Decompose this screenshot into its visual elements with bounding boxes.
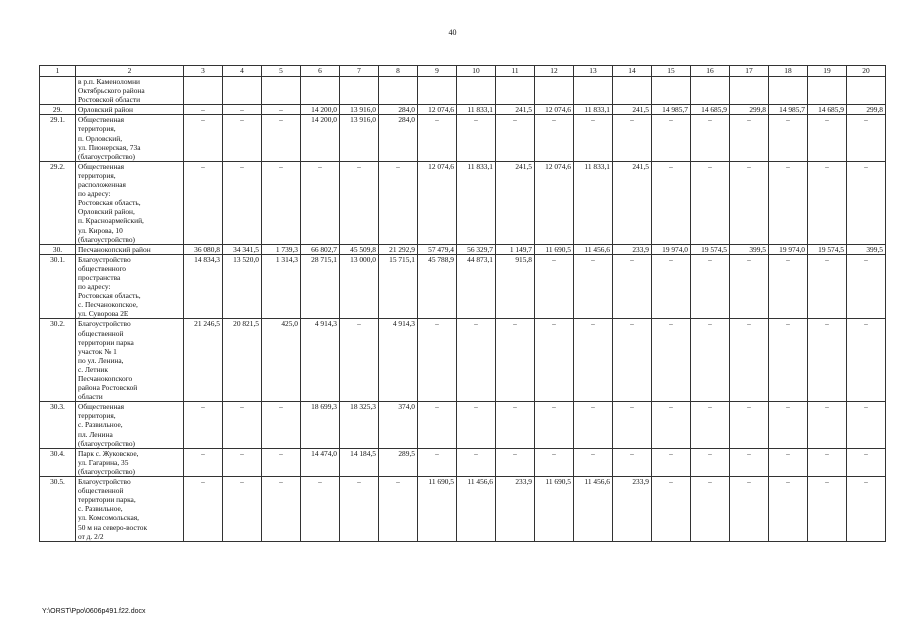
column-number-header: 2 [76, 66, 184, 77]
table-row [40, 161, 886, 244]
amount-cell: – [652, 115, 691, 161]
table-row [40, 254, 886, 319]
amount-cell: – [652, 319, 691, 402]
row-object-name: Общественная территория, расположенная по адресу: Ростовская область, Орловский район, п. Красноармейский, ул. Кирова, 10 (благоустройство) [76, 161, 184, 244]
amount-cell: – [184, 161, 223, 244]
column-number-header: 15 [652, 66, 691, 77]
amount-cell: – [847, 477, 886, 542]
amount-cell: – [184, 105, 223, 115]
row-object-name: Песчанокопский район [76, 244, 184, 254]
budget-table [39, 65, 886, 542]
amount-cell: – [652, 254, 691, 319]
amount-cell: – [691, 161, 730, 244]
amount-cell: – [535, 319, 574, 402]
table-row [40, 115, 886, 161]
amount-cell: – [223, 161, 262, 244]
column-number-header: 20 [847, 66, 886, 77]
amount-cell: – [574, 254, 613, 319]
amount-cell: 14 184,5 [340, 448, 379, 476]
row-object-name: Общественная территория, п. Орловский, ул. Пионерская, 73а (благоустройство) [76, 115, 184, 161]
amount-cell: – [652, 161, 691, 244]
amount-cell: – [652, 477, 691, 542]
amount-cell: – [379, 477, 418, 542]
amount-cell [223, 77, 262, 105]
amount-cell: – [457, 115, 496, 161]
amount-cell: – [808, 319, 847, 402]
amount-cell: – [457, 402, 496, 448]
amount-cell: – [379, 161, 418, 244]
row-object-name: Парк с. Жуковское, ул. Гагарина, 35 (благоустройство) [76, 448, 184, 476]
row-index: 30.2. [40, 319, 76, 402]
amount-cell: 34 341,5 [223, 244, 262, 254]
amount-cell: – [223, 105, 262, 115]
amount-cell: – [847, 319, 886, 402]
amount-cell: – [652, 402, 691, 448]
table-row [40, 402, 886, 448]
column-number-header: 5 [262, 66, 301, 77]
column-number-header: 17 [730, 66, 769, 77]
amount-cell: 20 821,5 [223, 319, 262, 402]
column-number-header: 14 [613, 66, 652, 77]
amount-cell: 4 914,3 [301, 319, 340, 402]
amount-cell: 14 834,3 [184, 254, 223, 319]
amount-cell: 56 329,7 [457, 244, 496, 254]
amount-cell: 45 509,8 [340, 244, 379, 254]
column-number-header: 7 [340, 66, 379, 77]
column-number-header: 10 [457, 66, 496, 77]
amount-cell: – [262, 402, 301, 448]
row-index: 30.3. [40, 402, 76, 448]
row-index: 30.1. [40, 254, 76, 319]
amount-cell: – [808, 402, 847, 448]
table-row [40, 77, 886, 105]
amount-cell: 241,5 [496, 105, 535, 115]
column-number-header: 6 [301, 66, 340, 77]
column-number-header: 12 [535, 66, 574, 77]
amount-cell: 233,9 [496, 477, 535, 542]
amount-cell: – [769, 319, 808, 402]
amount-cell: – [730, 254, 769, 319]
amount-cell: – [730, 402, 769, 448]
amount-cell: – [340, 477, 379, 542]
table-row [40, 244, 886, 254]
amount-cell: – [613, 254, 652, 319]
amount-cell: 18 699,3 [301, 402, 340, 448]
column-number-header: 8 [379, 66, 418, 77]
row-index: 30.5. [40, 477, 76, 542]
column-number-header: 18 [769, 66, 808, 77]
amount-cell: 11 690,5 [535, 244, 574, 254]
amount-cell: 19 974,0 [652, 244, 691, 254]
amount-cell: – [457, 319, 496, 402]
table-row [40, 477, 886, 542]
amount-cell: – [691, 448, 730, 476]
amount-cell: 1 314,3 [262, 254, 301, 319]
amount-cell: 21 292,9 [379, 244, 418, 254]
amount-cell: – [535, 448, 574, 476]
table-header-row [40, 66, 886, 77]
amount-cell: 11 833,1 [574, 105, 613, 115]
page-number: 40 [448, 28, 457, 37]
amount-cell: 299,8 [730, 105, 769, 115]
amount-cell: – [730, 161, 769, 244]
amount-cell: 241,5 [613, 105, 652, 115]
amount-cell: – [613, 319, 652, 402]
amount-cell: – [418, 402, 457, 448]
row-object-name: Общественная территория, с. Развильное, пл. Ленина (благоустройство) [76, 402, 184, 448]
amount-cell: – [769, 161, 808, 244]
amount-cell: – [613, 402, 652, 448]
column-number-header: 1 [40, 66, 76, 77]
amount-cell: 11 690,5 [418, 477, 457, 542]
amount-cell: 15 715,1 [379, 254, 418, 319]
amount-cell: 399,5 [730, 244, 769, 254]
amount-cell: 284,0 [379, 105, 418, 115]
amount-cell: 284,0 [379, 115, 418, 161]
amount-cell: – [184, 402, 223, 448]
amount-cell: 14 985,7 [769, 105, 808, 115]
amount-cell: 241,5 [496, 161, 535, 244]
amount-cell: 13 520,0 [223, 254, 262, 319]
amount-cell: – [730, 319, 769, 402]
amount-cell: 1 739,3 [262, 244, 301, 254]
amount-cell: 13 916,0 [340, 115, 379, 161]
amount-cell: – [340, 161, 379, 244]
amount-cell: 14 985,7 [652, 105, 691, 115]
amount-cell: 11 690,5 [535, 477, 574, 542]
table-row [40, 105, 886, 115]
amount-cell: – [184, 448, 223, 476]
amount-cell [613, 77, 652, 105]
amount-cell: 14 200,0 [301, 105, 340, 115]
amount-cell: 14 685,9 [808, 105, 847, 115]
amount-cell: 11 833,1 [457, 161, 496, 244]
amount-cell: 14 685,9 [691, 105, 730, 115]
amount-cell: 12 074,6 [418, 105, 457, 115]
amount-cell: – [223, 477, 262, 542]
amount-cell: – [535, 115, 574, 161]
amount-cell: – [847, 402, 886, 448]
amount-cell [769, 77, 808, 105]
amount-cell: – [496, 402, 535, 448]
amount-cell [574, 77, 613, 105]
column-number-header: 4 [223, 66, 262, 77]
amount-cell: – [301, 161, 340, 244]
amount-cell: 289,5 [379, 448, 418, 476]
amount-cell [808, 77, 847, 105]
amount-cell: – [769, 115, 808, 161]
amount-cell: 44 873,1 [457, 254, 496, 319]
amount-cell: 11 833,1 [574, 161, 613, 244]
amount-cell: 13 916,0 [340, 105, 379, 115]
amount-cell: – [613, 115, 652, 161]
amount-cell: – [691, 115, 730, 161]
amount-cell: – [691, 254, 730, 319]
amount-cell: 233,9 [613, 244, 652, 254]
row-index: 29. [40, 105, 76, 115]
amount-cell: 11 456,6 [457, 477, 496, 542]
amount-cell: 28 715,1 [301, 254, 340, 319]
amount-cell: – [184, 115, 223, 161]
amount-cell: – [223, 115, 262, 161]
column-number-header: 19 [808, 66, 847, 77]
amount-cell [457, 77, 496, 105]
amount-cell: 233,9 [613, 477, 652, 542]
amount-cell [340, 77, 379, 105]
amount-cell: – [652, 448, 691, 476]
amount-cell: – [847, 254, 886, 319]
amount-cell: 1 149,7 [496, 244, 535, 254]
amount-cell: 21 246,5 [184, 319, 223, 402]
amount-cell [262, 77, 301, 105]
amount-cell: – [535, 402, 574, 448]
amount-cell: – [730, 115, 769, 161]
amount-cell: – [418, 115, 457, 161]
amount-cell: 66 802,7 [301, 244, 340, 254]
table-row [40, 319, 886, 402]
amount-cell: – [574, 448, 613, 476]
amount-cell: 36 080,8 [184, 244, 223, 254]
amount-cell: – [262, 448, 301, 476]
amount-cell: 57 479,4 [418, 244, 457, 254]
row-object-name: Благоустройство общественного пространства по адресу: Ростовская область, с. Песчанокопское, ул. Суворова 2Е [76, 254, 184, 319]
amount-cell: – [808, 477, 847, 542]
amount-cell: – [847, 161, 886, 244]
amount-cell: 425,0 [262, 319, 301, 402]
amount-cell: 18 325,3 [340, 402, 379, 448]
amount-cell: – [808, 115, 847, 161]
amount-cell: 19 574,5 [691, 244, 730, 254]
amount-cell: 241,5 [613, 161, 652, 244]
row-object-name: Орловский район [76, 105, 184, 115]
amount-cell [301, 77, 340, 105]
row-index: 30. [40, 244, 76, 254]
amount-cell: – [691, 402, 730, 448]
amount-cell [418, 77, 457, 105]
amount-cell [847, 77, 886, 105]
amount-cell: – [223, 402, 262, 448]
amount-cell [730, 77, 769, 105]
column-number-header: 3 [184, 66, 223, 77]
amount-cell: – [574, 115, 613, 161]
amount-cell: – [730, 448, 769, 476]
amount-cell [535, 77, 574, 105]
row-object-name: Благоустройство общественной территории парка участок № 1 по ул. Ленина, с. Летник Песчанокопского района Ростовской области [76, 319, 184, 402]
amount-cell: 45 788,9 [418, 254, 457, 319]
amount-cell: – [769, 402, 808, 448]
amount-cell: 12 074,6 [535, 105, 574, 115]
column-number-header: 9 [418, 66, 457, 77]
row-index: 29.1. [40, 115, 76, 161]
amount-cell [184, 77, 223, 105]
amount-cell [496, 77, 535, 105]
amount-cell: – [535, 254, 574, 319]
amount-cell: – [496, 448, 535, 476]
amount-cell: – [418, 319, 457, 402]
amount-cell [379, 77, 418, 105]
column-number-header: 11 [496, 66, 535, 77]
amount-cell: 14 200,0 [301, 115, 340, 161]
amount-cell: 11 833,1 [457, 105, 496, 115]
row-object-name: в р.п. Каменоломни Октябрьского района Ростовской области [76, 77, 184, 105]
column-number-header: 13 [574, 66, 613, 77]
row-index [40, 77, 76, 105]
amount-cell: – [223, 448, 262, 476]
footer-file-path: Y:\ORST\Ppo\0606p491.f22.docx [42, 608, 146, 615]
column-number-header: 16 [691, 66, 730, 77]
amount-cell: – [340, 319, 379, 402]
amount-cell: – [691, 319, 730, 402]
amount-cell: – [301, 477, 340, 542]
amount-cell [652, 77, 691, 105]
amount-cell: – [184, 477, 223, 542]
amount-cell: – [847, 115, 886, 161]
amount-cell: – [769, 448, 808, 476]
amount-cell: – [808, 161, 847, 244]
amount-cell: – [418, 448, 457, 476]
amount-cell: – [262, 477, 301, 542]
amount-cell: – [769, 254, 808, 319]
amount-cell: – [457, 448, 496, 476]
amount-cell: – [262, 115, 301, 161]
amount-cell: 299,8 [847, 105, 886, 115]
amount-cell: 374,0 [379, 402, 418, 448]
amount-cell: – [574, 319, 613, 402]
amount-cell: 12 074,6 [418, 161, 457, 244]
amount-cell: 12 074,6 [535, 161, 574, 244]
amount-cell: – [262, 105, 301, 115]
amount-cell: 915,8 [496, 254, 535, 319]
row-index: 29.2. [40, 161, 76, 244]
amount-cell: 11 456,6 [574, 244, 613, 254]
amount-cell: 399,5 [847, 244, 886, 254]
amount-cell: – [574, 402, 613, 448]
amount-cell: – [262, 161, 301, 244]
amount-cell: – [808, 254, 847, 319]
amount-cell: – [808, 448, 847, 476]
table-row [40, 448, 886, 476]
amount-cell: – [730, 477, 769, 542]
amount-cell: 19 974,0 [769, 244, 808, 254]
amount-cell: 19 574,5 [808, 244, 847, 254]
amount-cell: – [769, 477, 808, 542]
amount-cell: – [496, 319, 535, 402]
amount-cell: 13 000,0 [340, 254, 379, 319]
amount-cell: – [496, 115, 535, 161]
amount-cell: – [691, 477, 730, 542]
amount-cell: 14 474,0 [301, 448, 340, 476]
row-index: 30.4. [40, 448, 76, 476]
amount-cell: 11 456,6 [574, 477, 613, 542]
amount-cell [691, 77, 730, 105]
amount-cell: 4 914,3 [379, 319, 418, 402]
amount-cell: – [613, 448, 652, 476]
row-object-name: Благоустройство общественной территории парка, с. Развильное, ул. Комсомольская, 50 м на северо-восток от д. 2/2 [76, 477, 184, 542]
amount-cell: – [847, 448, 886, 476]
